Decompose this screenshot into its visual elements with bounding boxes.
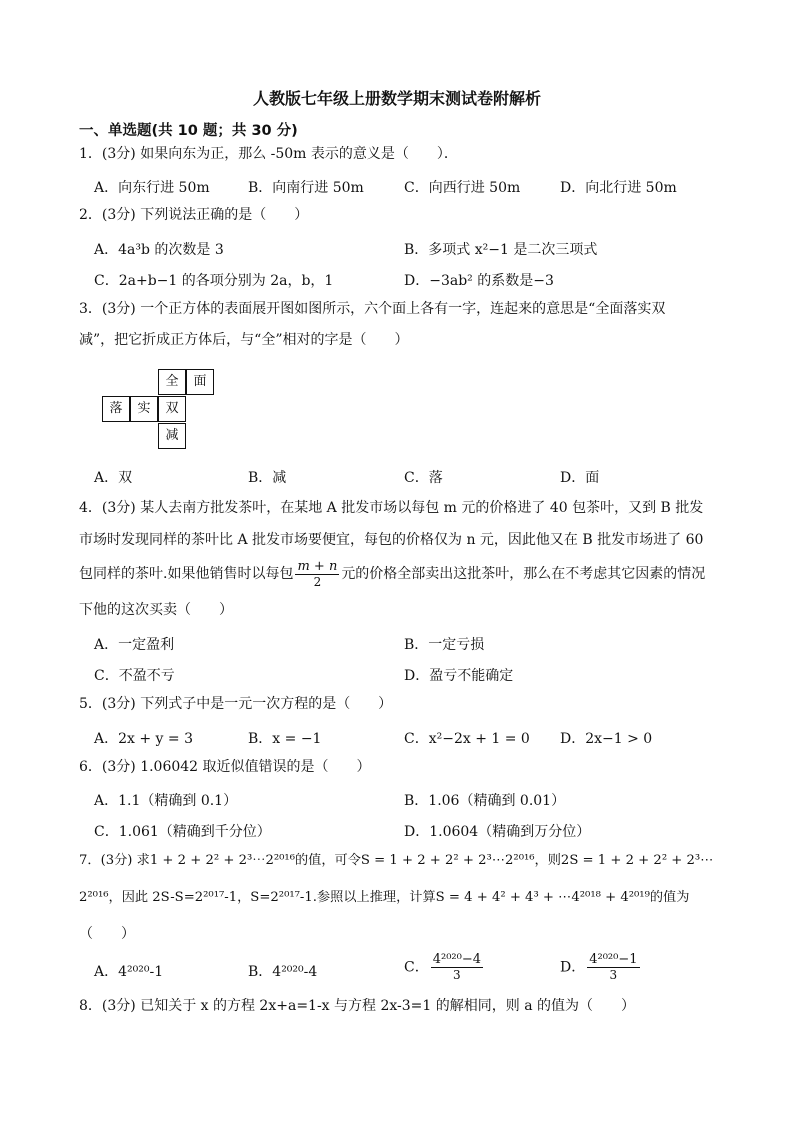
q2-option-c[interactable]: C．2a+b−1 的各项分别为 2a，b，1	[94, 273, 334, 289]
question-7-line-2: 2²⁰¹⁶，因此 2S-S=2²⁰¹⁷-1，S=2²⁰¹⁷-1.参照以上推理，计算S = 4 + 4² + 4³ + ⋯4²⁰¹⁸ + 4²⁰¹⁹的值为	[79, 890, 690, 905]
section-title: 一、单选题(共 10 题；共 30 分)	[79, 123, 298, 139]
cube-face-shi: 实	[130, 396, 158, 422]
q6-option-c[interactable]: C．1.061（精确到千分位）	[94, 824, 271, 840]
q2-option-a[interactable]: A．4a³b 的次数是 3	[94, 242, 224, 258]
cube-face-shuang: 双	[158, 396, 186, 422]
q7-option-d[interactable]	[560, 953, 642, 982]
q6-option-a[interactable]: A．1.1（精确到 0.1）	[94, 793, 238, 809]
question-5-stem: 5．(3分) 下列式子中是一元一次方程的是（ ）	[79, 696, 393, 712]
q6-option-d[interactable]: D．1.0604（精确到万分位）	[404, 824, 591, 840]
q7-option-d-denominator: 3	[609, 968, 618, 982]
q7-option-c[interactable]	[404, 953, 485, 982]
q1-option-c[interactable]: C．向西行进 50m	[404, 180, 521, 196]
cube-face-jian: 减	[158, 423, 186, 449]
question-4-line-4: 下他的这次买卖（ ）	[79, 602, 233, 618]
question-4-line-3	[79, 558, 729, 590]
q4-option-b[interactable]: B．一定亏损	[404, 637, 485, 653]
q7-option-d-label: D．	[560, 959, 586, 976]
question-7-line-3: （ ）	[79, 926, 135, 942]
q5-option-a[interactable]: A．2x + y = 3	[94, 731, 193, 747]
q1-option-a[interactable]: A．向东行进 50m	[94, 180, 210, 196]
q5-option-d[interactable]: D．2x−1 > 0	[560, 731, 653, 747]
question-3-stem-line-2: 减”，把它折成正方体后，与“全”相对的字是（ ）	[79, 332, 409, 348]
cube-face-mian: 面	[186, 369, 214, 395]
q4-option-d[interactable]: D．盈亏不能确定	[404, 668, 514, 684]
question-8-stem: 8．(3分) 已知关于 x 的方程 2x+a=1-x 与方程 2x-3=1 的解相同，则 a 的值为（ ）	[79, 998, 636, 1014]
q4-fraction-denominator: 2	[313, 574, 322, 589]
q4-fraction-numerator: m + n	[297, 558, 338, 574]
q2-option-b[interactable]: B．多项式 x²−1 是二次三项式	[404, 242, 598, 258]
question-6-stem: 6．(3分) 1.06042 取近似值错误的是（ ）	[79, 759, 371, 775]
q7-option-c-denominator: 3	[453, 968, 461, 982]
page-title: 人教版七年级上册数学期末测试卷附解析	[252, 89, 541, 108]
q2-option-d[interactable]: D．−3ab² 的系数是−3	[404, 273, 554, 289]
cube-face-quan: 全	[158, 369, 186, 395]
question-7-line-1: 7．(3分) 求1 + 2 + 2² + 2³⋯2²⁰¹⁶的值，可令S = 1 + 2 + 2² + 2³⋯2²⁰¹⁶，则2S = 1 + 2 + 2² + 2³⋯	[79, 853, 714, 868]
q4-option-c[interactable]: C．不盈不亏	[94, 668, 175, 684]
q4-fraction	[295, 560, 339, 589]
q5-option-b[interactable]: B．x = −1	[248, 731, 322, 747]
q7-option-a[interactable]: A．4²⁰²⁰-1	[94, 964, 164, 980]
q3-option-a[interactable]: A．双	[94, 470, 133, 486]
q7-option-c-fraction	[431, 953, 483, 982]
question-1-stem: 1．(3分) 如果向东为正，那么 -50m 表示的意义是（ ）．	[79, 146, 458, 162]
q7-option-d-fraction	[587, 953, 639, 982]
question-4-line-2: 市场时发现同样的茶叶比 A 批发市场要便宜，每包的价格仅为 n 元，因此他又在 B 批发市场进了 60	[79, 532, 704, 548]
q7-option-c-label: C．	[404, 959, 429, 976]
q7-option-d-numerator: 4²⁰²⁰−1	[589, 952, 638, 967]
q4-option-a[interactable]: A．一定盈利	[94, 637, 175, 653]
q1-option-d[interactable]: D．向北行进 50m	[560, 180, 677, 196]
q7-option-c-numerator: 4²⁰²⁰−4	[432, 952, 481, 967]
question-4-line-1: 4．(3分) 某人去南方批发茶叶，在某地 A 批发市场以每包 m 元的价格进了 40 包茶叶，又到 B 批发	[79, 500, 704, 516]
q5-option-c[interactable]: C．x²−2x + 1 = 0	[404, 731, 530, 747]
q6-option-b[interactable]: B．1.06（精确到 0.01）	[404, 793, 566, 809]
q3-option-c[interactable]: C．落	[404, 470, 443, 486]
question-3-stem-line-1: 3．(3分) 一个正方体的表面展开图如图所示，六个面上各有一字，连起来的意思是“全面落实双	[79, 301, 666, 317]
q7-option-b[interactable]: B．4²⁰²⁰-4	[248, 964, 318, 980]
question-2-stem: 2．(3分) 下列说法正确的是（ ）	[79, 207, 309, 223]
q1-option-b[interactable]: B．向南行进 50m	[248, 180, 364, 196]
q3-option-d[interactable]: D．面	[560, 470, 600, 486]
q4-line3-part-b: 元的价格全部卖出这批茶叶，那么在不考虑其它因素的情况	[341, 566, 706, 582]
q3-option-b[interactable]: B．减	[248, 470, 287, 486]
cube-face-luo: 落	[102, 396, 130, 422]
q4-line3-part-a: 包同样的茶叶.如果他销售时以每包	[79, 566, 294, 582]
